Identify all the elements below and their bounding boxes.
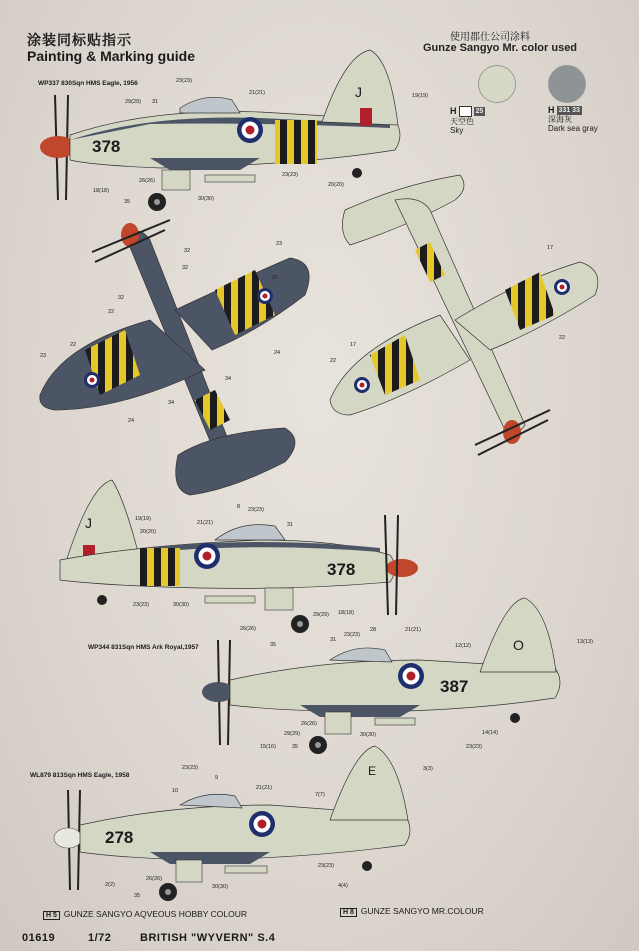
- callout: 8: [237, 504, 241, 510]
- callout: 35: [270, 642, 277, 648]
- legend-aqueous: [43, 909, 247, 920]
- callout: 30(30): [360, 732, 376, 738]
- callout: 34: [168, 400, 175, 406]
- kit-code: 01619: [22, 932, 56, 944]
- paint-number: 25: [475, 108, 484, 115]
- callout: 9: [215, 775, 219, 781]
- callout: 29(29): [313, 612, 329, 618]
- aircraft-4-code: 278: [105, 828, 134, 847]
- legend-badge: [340, 908, 357, 917]
- callout: 12(12): [455, 643, 471, 649]
- aircraft-1-side-view: [40, 50, 400, 211]
- callout: 28: [370, 627, 377, 633]
- legend-text: GUNZE SANGYO MR.COLOUR: [360, 906, 484, 916]
- callout: 26(26): [139, 178, 155, 184]
- callout: 23(23): [182, 765, 198, 771]
- callout: 35: [134, 893, 141, 899]
- aircraft-2-fin-letter: J: [85, 515, 92, 531]
- callout: 3(3): [423, 766, 433, 772]
- callout: 26(26): [146, 876, 162, 882]
- paint-name: Dark sea gray: [548, 124, 598, 133]
- callout: 24: [128, 418, 135, 424]
- callout: 22: [330, 358, 337, 364]
- callout: 21(21): [256, 785, 272, 791]
- legend-badge-number: 5: [53, 912, 57, 919]
- aircraft-2-side-view: [60, 480, 418, 633]
- callout: 21(21): [405, 627, 421, 633]
- aircraft-2-code: 378: [327, 560, 356, 579]
- aircraft-3-fin-letter: O: [513, 637, 524, 653]
- callout: 26(26): [301, 721, 317, 727]
- callout: 31: [287, 522, 294, 528]
- callout: 21(21): [249, 90, 265, 96]
- callout: 21(21): [197, 520, 213, 526]
- callout: 17: [350, 342, 357, 348]
- aircraft-4-side-view: [54, 746, 410, 901]
- paints-header-chinese: 使用郡仕公司涂料: [450, 32, 530, 43]
- paints-header-english: Gunze Sangyo Mr. color used: [423, 42, 578, 54]
- callout: 32: [118, 295, 125, 301]
- legend-badge-number: 8: [350, 909, 354, 916]
- callout: 23(23): [318, 863, 334, 869]
- paint-code: H: [548, 105, 555, 115]
- callout: 23(23): [176, 78, 192, 84]
- callout: 7(7): [315, 792, 325, 798]
- callout: 17: [547, 245, 554, 251]
- callout: 22: [108, 309, 115, 315]
- callout: 26(26): [240, 626, 256, 632]
- legend-mr-colour: [340, 906, 484, 917]
- callout: 2(2): [105, 882, 115, 888]
- callout: 23(23): [466, 744, 482, 750]
- callout: 13(13): [577, 639, 593, 645]
- callout: 4(4): [338, 883, 348, 889]
- aircraft-3-code: 387: [440, 677, 469, 696]
- aircraft-4-fin-letter: E: [368, 764, 377, 778]
- callout: 29(29): [284, 731, 300, 737]
- callout: 30(30): [173, 602, 189, 608]
- callout: 29(29): [125, 99, 141, 105]
- paint-name-cn: 天空色: [450, 117, 474, 126]
- aircraft-plan-view-upper: [40, 220, 309, 495]
- aircraft-1-code: 378: [92, 137, 121, 156]
- paint-name: Sky: [450, 126, 464, 135]
- callout: 18(18): [338, 610, 354, 616]
- aircraft-3-heading: WP344 831Sqn HMS Ark Royal,1957: [88, 644, 199, 651]
- legend-badge: [43, 911, 60, 920]
- paint-code: H: [450, 106, 457, 116]
- aircraft-1-heading: WP337 830Sqn HMS Eagle, 1956: [38, 80, 138, 87]
- callout: 20(20): [140, 529, 156, 535]
- callout: 31: [330, 637, 337, 643]
- kit-scale: 1/72: [88, 932, 112, 944]
- callout: 23(23): [133, 602, 149, 608]
- callout: 30(30): [198, 196, 214, 202]
- callout: 31: [152, 99, 159, 105]
- aircraft-plan-view-lower: [330, 175, 598, 455]
- callout: 19(19): [135, 516, 151, 522]
- callout: 34: [225, 376, 232, 382]
- callout: 24: [274, 350, 281, 356]
- callout: 22: [272, 275, 279, 281]
- callout: 35: [124, 199, 131, 205]
- title-chinese: 涂装同标贴指示: [27, 32, 132, 48]
- callout: 22: [559, 335, 566, 341]
- callout: 32: [182, 265, 189, 271]
- callout: 23(23): [248, 507, 264, 513]
- aircraft-4-heading: WL879 813Sqn HMS Eagle, 1958: [30, 772, 130, 779]
- callout: 10: [172, 788, 179, 794]
- callout: 18(18): [93, 188, 109, 194]
- paint-number: 331 33: [558, 107, 580, 114]
- legend-badge-letter: H: [343, 909, 349, 916]
- callout: 20(20): [328, 182, 344, 188]
- title-english: Painting & Marking guide: [27, 48, 196, 64]
- callout: 32: [184, 248, 191, 254]
- callout: 35: [292, 744, 299, 750]
- callout: 30(30): [212, 884, 228, 890]
- callout: 15(16): [260, 744, 276, 750]
- callout: 23(23): [344, 632, 360, 638]
- callout: 22: [70, 342, 77, 348]
- legend-badge-letter: H: [46, 912, 52, 919]
- callout: 23: [40, 353, 47, 359]
- callout: 19(19): [412, 93, 428, 99]
- callout: 23: [276, 241, 283, 247]
- aircraft-1-fin-letter: J: [355, 84, 362, 100]
- callout: 14(14): [482, 730, 498, 736]
- legend-text: GUNZE SANGYO AQVEOUS HOBBY COLOUR: [63, 909, 248, 919]
- callout: 23(23): [282, 172, 298, 178]
- paint-name-cn: 深海灰: [548, 115, 572, 124]
- aircraft-3-side-view: [202, 598, 560, 754]
- kit-title: BRITISH "WYVERN" S.4: [140, 932, 276, 944]
